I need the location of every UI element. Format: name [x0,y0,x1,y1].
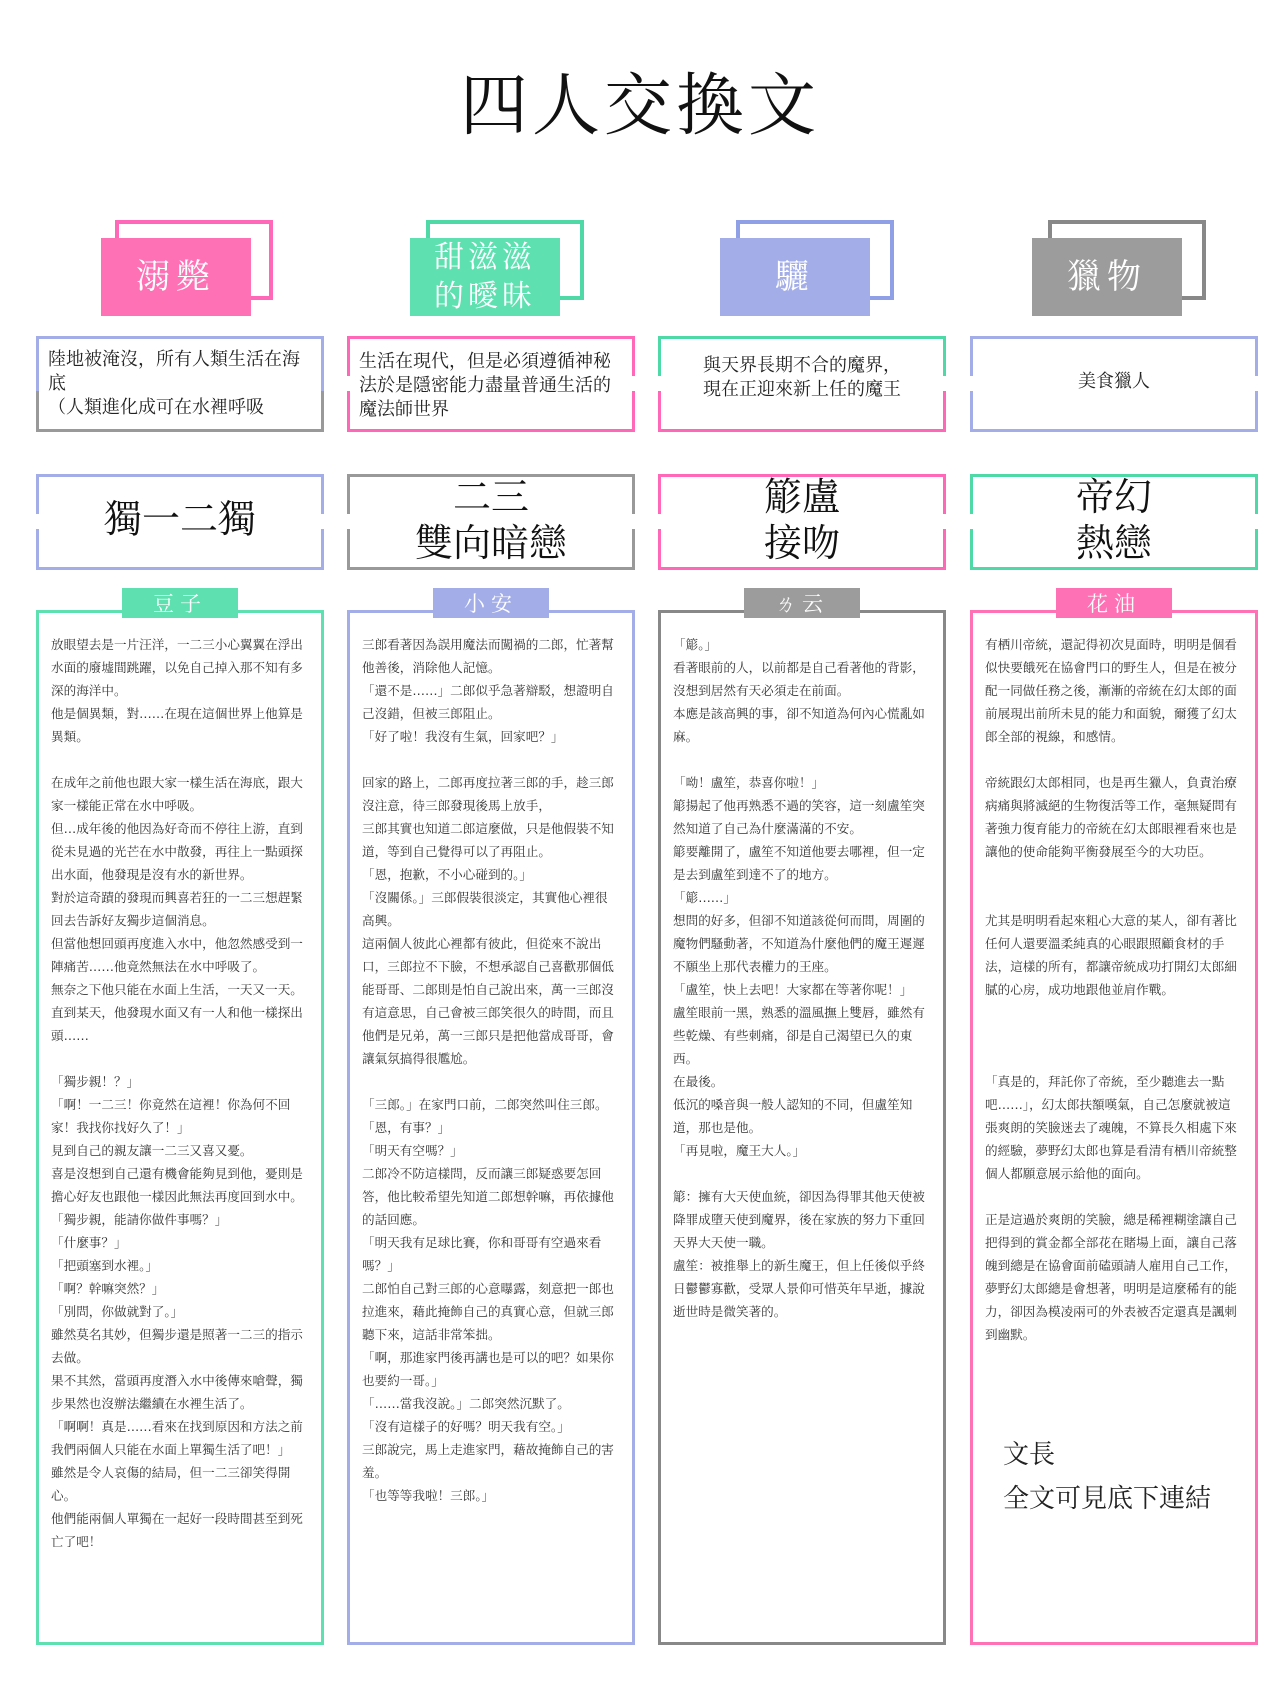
theme-badge-2: 甜滋滋的曖昧 [410,238,560,316]
setting-text-4: 美食獵人 [1078,371,1150,392]
setting-text-2: 生活在現代，但是必須遵循神秘法於是隱密能力盡量普通生活的魔法師世界 [359,351,611,420]
setting-text-1: 陸地被淹沒，所有人類生活在海底 （人類進化成可在水裡呼吸 [48,349,300,418]
pairing-text-3: 簓盧 接吻 [763,475,840,565]
page-title: 四人交換文 [459,67,820,146]
author-tag-2: 小安 [433,588,549,618]
pairing-box-4 [970,474,1258,570]
story-panel-4 [970,610,1258,1645]
note-line-1: 文長 [1003,1440,1056,1470]
story-text-1: 放眼望去是一片汪洋，一二三小心翼翼在浮出水面的廢墟間跳躍，以免自己掉入那不知有多深的海洋中。 他是個異類，對……在現在這個世界上他算是異類。 在成年之前他也跟大家一樣生活在海底，跟大家一樣能正常在水中呼吸。 但…成年後的他因為好奇而不停往上游，直到從未見過的光芒在水中散發，再往上一點頭探出水面，他發現是沒有水的新世界。 對於這奇蹟的發現而興喜若狂的一二三想趕緊回去告訴好友獨步這個消息。 但當他想回頭再度進入水中，他忽然感受到一陣痛苦……他竟然無法在水中呼吸了。 無奈之下他只能在水面上生活，一天又一天。直到某天，他發現水面又有一人和他一樣探出頭…… 「獨步親！？」 「啊！一二三！你竟然在這裡！你為何不回家！我找你找好久了！」 見到自己的親友讓一二三又喜又憂。 喜是沒想到自己還有機會能夠見到他，憂則是擔心好友也跟他一樣因此無法再度回到水中。 「獨步親，能請你做件事嗎？」 「什麼事？」 「把頭塞到水裡。」 「啊？幹嘛突然？」 「別問，你做就對了。」 雖然莫名其妙，但獨步還是照著一二三的指示去做。 果不其然，當頭再度潛入水中後傳來嗆聲，獨步果然也沒辦法繼續在水裡生活了。 「啊啊！真是……看來在找到原因和方法之前我們兩個人只能在水面上單獨生活了吧！」 雖然是令人哀傷的結局，但一二三卻笑得開心。 他們能兩個人單獨在一起好一段時間甚至到死亡了吧！ [51,637,303,1549]
author-tag-3: ㄌ云 [744,588,860,618]
setting-box-2 [347,336,635,432]
story-panel-1 [36,610,324,1645]
setting-box-4 [970,336,1258,432]
story-text-3: 「簓。」 看著眼前的人，以前都是自己看著他的背影，沒想到居然有天必須走在前面。 本應是該高興的事，卻不知道為何內心慌亂如麻。 「呦！盧笙，恭喜你啦！」 簓揚起了他再熟悉不過的笑容，這一刻盧笙突然知道了自己為什麼滿滿的不安。 簓要離開了，盧笙不知道他要去哪裡，但一定是去到盧笙到達不了的地方。 「簓……」 想問的好多，但卻不知道該從何而問，周圍的魔物們騷動著，不知道為什麼他們的魔王遲遲不願坐上那代表權力的王座。 「盧笙，快上去吧！大家都在等著你呢！」 盧笙眼前一黑，熟悉的溫風撫上雙唇，雖然有些乾燥、有些刺痛，卻是自己渴望已久的東西。 在最後。 低沉的嗓音與一般人認知的不同，但盧笙知道，那也是他。 「再見啦，魔王大人。」 簓：擁有大天使血統，卻因為得罪其他天使被降罪成墮天使到魔界，後在家族的努力下重回天界大天使一職。 盧笙：被推舉上的新生魔王，但上任後似乎終日鬱鬱寡歡，受眾人景仰可惜英年早逝，據說逝世時是微笑著的。 [673,637,925,1319]
author-tag-1: 豆子 [122,588,238,618]
theme-badge-1: 溺斃 [101,238,251,316]
story-panel-2 [347,610,635,1645]
setting-box-1 [36,336,324,432]
story-text-4: 有栖川帝統，還記得初次見面時，明明是個看似快要餓死在協會門口的野生人，但是在被分配一同做任務之後，漸漸的帝統在幻太郎的面前展現出前所未見的能力和面貌，爾獲了幻太郎全部的視線，和感情。 帝統跟幻太郎相同，也是再生獵人，負責治療病痛與將滅絕的生物復活等工作，毫無疑問有著強力復育能力的帝統在幻太郎眼裡看來也是讓他的使命能夠平衡發展至今的大功臣。 尤其是明明看起來粗心大意的某人，卻有著比任何人還要溫柔純真的心眼跟照顧食材的手法，這樣的所有，都讓帝統成功打開幻太郎細膩的心房，成功地跟他並肩作戰。 「真是的，拜託你了帝統，至少聽進去一點吧……」，幻太郎扶額嘆氣，自己怎麼就被這張爽朗的笑臉迷去了魂魄，不算長久相處下來的經驗，夢野幻太郎也算是看清有栖川帝統整個人都願意展示給他的面向。 正是這過於爽朗的笑臉，總是稀裡糊塗讓自己把得到的賞金都全部花在賭場上面，讓自己落魄到總是在協會面前磕頭請人雇用自己工作，夢野幻太郎總是會想著，明明是這麼稀有的能力，卻因為模凌兩可的外表被否定還真是諷刺到幽默。 [985,637,1237,1342]
pairing-text-1: 獨一二獨 [103,497,256,541]
pairing-text-2: 二三 雙向暗戀 [414,475,567,565]
setting-box-3 [658,336,946,432]
story-text-2: 三郎看著因為誤用魔法而闖禍的二郎，忙著幫他善後，消除他人記憶。 「還不是……」二郎似乎急著辯駁，想證明自己沒錯，但被三郎阻止。 「好了啦！我沒有生氣，回家吧？」 回家的路上，二郎再度拉著三郎的手，趁三郎沒注意，待三郎發現後馬上放手， 三郎其實也知道二郎這麼做，只是他假裝不知道，等到自己覺得可以了再阻止。 「恩，抱歉，不小心碰到的。」 「沒關係。」三郎假裝很淡定，其實他心裡很高興。 這兩個人彼此心裡都有彼此，但從來不說出口，三郎拉不下臉，不想承認自己喜歡那個低能哥哥、二郎則是怕自己說出來，萬一三郎沒有這意思，自己會被三郎笑很久的時間，而且他們是兄弟，萬一三郎只是把他當成哥哥，會讓氣氛搞得很尷尬。 「三郎。」在家門口前，二郎突然叫住三郎。 「恩，有事？」 「明天有空嗎？」 二郎冷不防這樣問，反而讓三郎疑惑要怎回答，他比較希望先知道二郎想幹嘛，再依據他的話回應。 「明天我有足球比賽，你和哥哥有空過來看嗎？」 二郎怕自己對三郎的心意曝露，刻意把一郎也拉進來，藉此掩飾自己的真實心意，但就三郎聽下來，這話非常笨拙。 「啊，那進家門後再講也是可以的吧？如果你也要約一哥。」 「……當我沒說。」二郎突然沉默了。 「沒有這樣子的好嗎？明天我有空。」 三郎說完，馬上走進家門，藉故掩飾自己的害羞。 「也等等我啦！三郎。」 [362,637,614,1503]
pairing-text-4: 帝幻 熱戀 [1075,475,1152,565]
author-tag-4: 花油 [1056,588,1172,618]
note-line-2: 全文可見底下連結 [1003,1484,1212,1514]
pairing-box-1 [36,474,324,570]
pairing-box-2 [347,474,635,570]
story-panel-3 [658,610,946,1645]
setting-text-3: 與天界長期不合的魔界， 現在正迎來新上任的魔王 [703,355,901,400]
theme-badge-4: 獵物 [1032,238,1182,316]
pairing-box-3 [658,474,946,570]
theme-badge-3: 驪 [720,238,870,316]
